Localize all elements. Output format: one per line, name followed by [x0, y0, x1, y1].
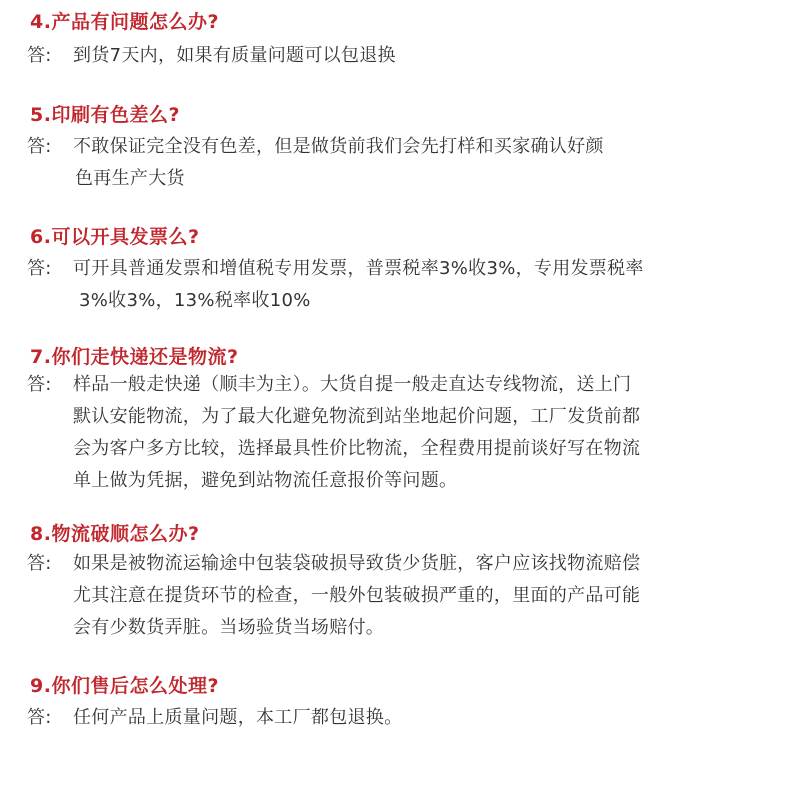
answer-line: 样品一般走快递（顺丰为主）。大货自提一般走直达专线物流，送上门 — [73, 374, 632, 395]
faq-question: 8.物流破顺怎么办? — [30, 523, 200, 545]
answer-line: 任何产品上质量问题，本工厂都包退换。 — [73, 707, 403, 728]
answer-line: 可开具普通发票和增值税专用发票，普票税率3%收3%，专用发票税率 — [73, 258, 644, 279]
faq-question: 4.产品有问题怎么办? — [30, 11, 219, 33]
answer-line: 3%收3%，13%税率收10% — [79, 290, 311, 311]
answer-line: 默认安能物流，为了最大化避免物流到站坐地起价问题，工厂发货前都 — [73, 406, 641, 427]
faq-question: 5.印刷有色差么? — [30, 104, 180, 126]
faq-answer — [27, 702, 777, 734]
answer-line: 不敢保证完全没有色差，但是做货前我们会先打样和买家确认好颜 — [73, 136, 604, 157]
answer-prefix: 答: — [27, 258, 52, 279]
faq-question: 6.可以开具发票么? — [30, 226, 200, 248]
answer-line: 尤其注意在提货环节的检查，一般外包装破损严重的，里面的产品可能 — [73, 585, 641, 606]
answer-line: 如果是被物流运输途中包装袋破损导致货少货脏，客户应该找物流赔偿 — [73, 553, 641, 574]
answer-prefix: 答: — [27, 136, 52, 157]
answer-line: 会为客户多方比较，选择最具性价比物流，全程费用提前谈好写在物流 — [73, 438, 641, 459]
faq-answer — [27, 253, 777, 317]
faq-question: 9.你们售后怎么处理? — [30, 675, 219, 697]
answer-line: 色再生产大货 — [75, 168, 185, 189]
answer-line: 会有少数货弄脏。当场验货当场赔付。 — [73, 617, 385, 638]
faq-answer — [27, 40, 777, 72]
answer-prefix: 答: — [27, 707, 52, 728]
faq-answer — [27, 131, 777, 195]
answer-line: 单上做为凭据，避免到站物流任意报价等问题。 — [73, 470, 458, 491]
faq-question: 7.你们走快递还是物流? — [30, 346, 239, 368]
answer-prefix: 答: — [27, 553, 52, 574]
answer-prefix: 答: — [27, 45, 52, 66]
answer-prefix: 答: — [27, 374, 52, 395]
answer-line: 到货7天内，如果有质量问题可以包退换 — [73, 45, 396, 66]
faq-answer — [27, 369, 777, 497]
faq-answer — [27, 548, 777, 644]
